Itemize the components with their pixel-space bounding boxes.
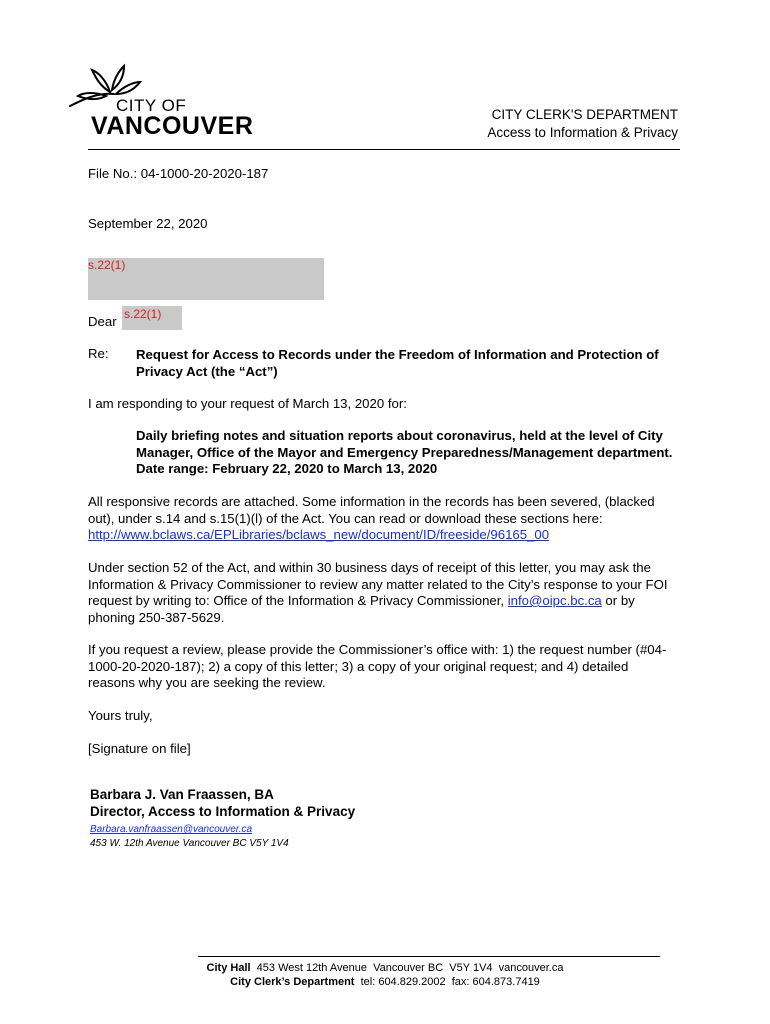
request-description: Daily briefing notes and situation reports about coronavirus, held at the level of City Manager, Office of the Mayor and Emergency Preparedness/Management department. Date range: February 22, 2020 to March 13, 2020 (136, 428, 673, 476)
signatory-email-link[interactable]: Barbara.vanfraassen@vancouver.ca (90, 824, 253, 835)
paragraph-review-tail: or by phoning 250-387-5629. (88, 593, 635, 625)
paragraph-records (88, 494, 678, 544)
footer-clerk-label: City Clerk’s Department (230, 976, 355, 988)
footer-line-2 (0, 976, 770, 988)
department-header (487, 106, 678, 142)
redaction-label: s.22(1) (124, 307, 162, 321)
subdepartment-name: Access to Information & Privacy (487, 125, 678, 140)
redaction-label: s.22(1) (88, 258, 126, 272)
logo-text-city: CITY OF (116, 96, 187, 115)
oipc-email-link[interactable]: info@oipc.bc.ca (507, 593, 602, 608)
footer-city-hall-details: 453 West 12th Avenue Vancouver BC V5Y 1V4 vancouver.ca (250, 962, 564, 974)
paragraph-review-instructions: If you request a review, please provide the Commissioner’s office with: 1) the request number (#04-1000-20-2020-187); 2) a copy of this letter; 3) a copy of your original request; and 4) detailed reasons why you are seeking the review. (88, 642, 667, 690)
paragraph-review-text: Under section 52 of the Act, and within 30 business days of receipt of this letter, you may ask the Information & Privacy Commissioner to review any matter related to the City’s response to your FOI request by writing to: Office of the Information & Privacy Commissioner, (88, 560, 668, 608)
department-name: CITY CLERK'S DEPARTMENT (491, 107, 678, 122)
closing: Yours truly, (88, 708, 153, 723)
re-subject: Request for Access to Records under the Freedom of Information and Protection of Privacy Act (the “Act”) (136, 347, 659, 379)
signatory-address: 453 W. 12th Avenue Vancouver BC V5Y 1V4 (90, 838, 289, 849)
salutation: Dear (88, 314, 117, 329)
signatory-title: Director, Access to Information & Privacy (90, 804, 356, 819)
signatory-email (90, 824, 252, 835)
signatory-name: Barbara J. Van Fraassen, BA (90, 787, 274, 802)
intro-paragraph: I am responding to your request of March 13, 2020 for: (88, 396, 407, 411)
letter-date: September 22, 2020 (88, 216, 208, 231)
bclaws-link[interactable]: http://www.bclaws.ca/EPLibraries/bclaws_new/document/ID/freeside/96165_00 (88, 527, 550, 542)
signature-block (90, 786, 355, 820)
header-divider (88, 149, 680, 150)
signature-placeholder: [Signature on file] (88, 741, 191, 756)
paragraph-review-rights (88, 560, 678, 626)
footer-clerk-details: tel: 604.829.2002 fax: 604.873.7419 (354, 976, 540, 988)
paragraph-records-text: All responsive records are attached. Some information in the records has been severed, (blacked out), under s.14 and s.15(1)(l) of the Act. You can read or download these sections here: (88, 494, 655, 526)
footer-city-hall-label: City Hall (206, 962, 251, 974)
footer-line-1 (0, 962, 770, 974)
file-number: File No.: 04-1000-20-2020-187 (88, 166, 269, 181)
footer-divider (198, 956, 660, 957)
re-label: Re: (88, 346, 109, 361)
logo-text-vancouver: VANCOUVER (91, 112, 254, 140)
